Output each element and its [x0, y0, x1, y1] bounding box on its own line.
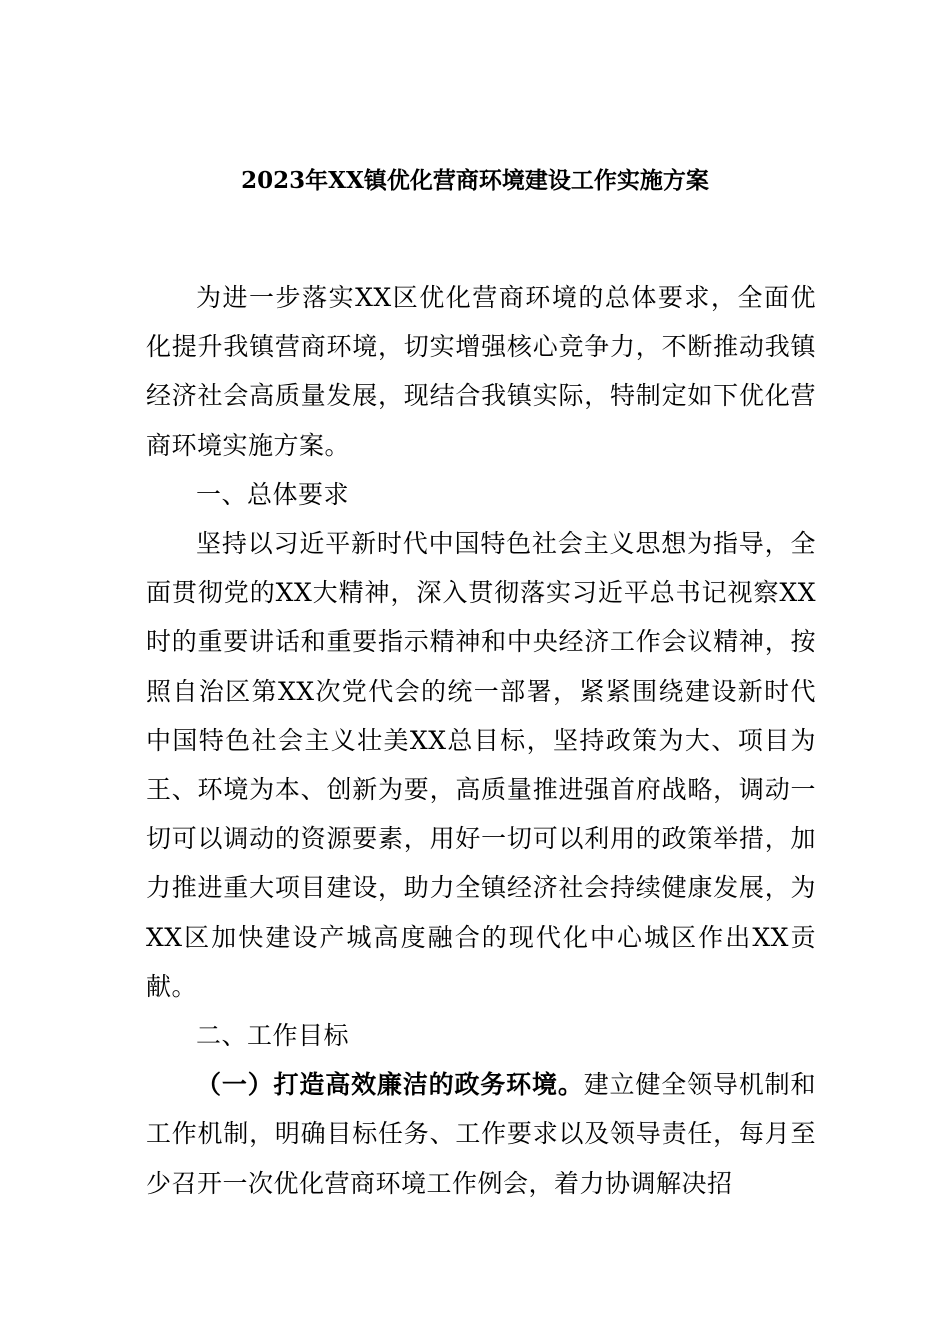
goal-item-body: 建立健全领导机制和工作机制，明确目标任务、工作要求以及领导责任，每月至少召开一次优化营商环境工作例会，着力协调解决招	[146, 1070, 816, 1198]
general-requirements-paragraph: 坚持以习近平新时代中国特色社会主义思想为指导，全面贯彻党的XX大精神，深入贯彻落实习近平总书记视察XX时的重要讲话和重要指示精神和中央经济工作会议精神，按照自治区第XX次党代会的统一部署，紧紧围绕建设新时代中国特色社会主义壮美XX总目标，坚持政策为大、项目为王、环境为本、创新为要，高质量推进强首府战略，调动一切可以调动的资源要素，用好一切可以利用的政策举措，加力推进重大项目建设，助力全镇经济社会持续健康发展，为XX区加快建设产城高度融合的现代化中心城区作出XX贡献。	[146, 529, 816, 1001]
section-heading-general-requirements: 一、总体要求	[196, 479, 350, 509]
document-body	[146, 273, 816, 1208]
goal-item-heading: （一）打造高效廉洁的政务环境。	[196, 1070, 584, 1100]
intro-paragraph: 为进一步落实XX区优化营商环境的总体要求，全面优化提升我镇营商环境，切实增强核心竞争力，不断推动我镇经济社会高质量发展，现结合我镇实际，特制定如下优化营商环境实施方案。	[146, 283, 816, 460]
document-title: 2023年XX镇优化营商环境建设工作实施方案	[241, 167, 709, 194]
section-heading-work-goals: 二、工作目标	[196, 1021, 350, 1051]
goal-item-paragraph	[146, 1060, 816, 1208]
